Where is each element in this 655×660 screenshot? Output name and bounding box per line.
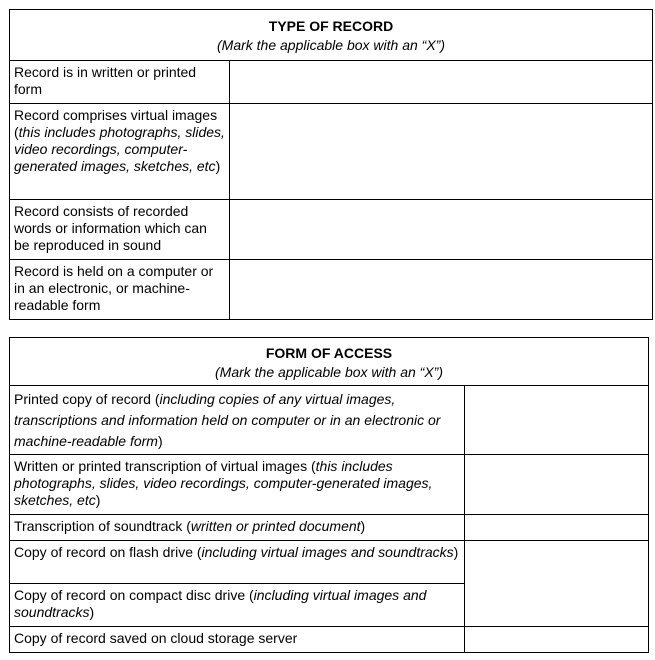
record-type-label: Record is in written or printed form — [10, 61, 230, 104]
type-of-record-header — [10, 10, 653, 61]
access-form-checkbox-transcription-images[interactable] — [465, 455, 649, 515]
record-type-checkbox-virtual-images[interactable] — [230, 104, 653, 200]
access-form-label: Transcription of soundtrack (written or printed document) — [10, 515, 465, 541]
record-type-label: Record consists of recorded words or information which can be reproduced in sound — [10, 200, 230, 260]
record-type-checkbox-electronic[interactable] — [230, 260, 653, 320]
form-of-access-instruction: (Mark the applicable box with an “X”) — [215, 363, 443, 380]
access-form-checkbox-transcription-soundtrack[interactable] — [465, 515, 649, 541]
type-of-record-instruction: (Mark the applicable box with an “X”) — [217, 37, 445, 53]
record-type-checkbox-sound[interactable] — [230, 200, 653, 260]
access-form-checkbox-cloud-storage[interactable] — [465, 627, 649, 653]
access-form-label: Printed copy of record (including copies of any virtual images, transcriptions and information held on computer or in an electronic or machine-readable form) — [10, 386, 465, 455]
access-form-label: Copy of record on flash drive (including virtual images and soundtracks) — [10, 541, 465, 584]
record-type-label: Record is held on a computer or in an electronic, or machine-readable form — [10, 260, 230, 320]
type-of-record-table — [9, 9, 653, 320]
form-of-access-header — [10, 338, 649, 386]
form-of-access-table — [9, 337, 649, 653]
access-form-checkbox-printed-copy[interactable] — [465, 386, 649, 455]
access-form-label: Copy of record on compact disc drive (including virtual images and soundtracks) — [10, 584, 465, 627]
type-of-record-title: TYPE OF RECORD — [268, 18, 394, 34]
record-type-checkbox-written[interactable] — [230, 61, 653, 104]
access-form-label: Copy of record saved on cloud storage server — [10, 627, 465, 653]
access-form-label: Written or printed transcription of virtual images (this includes photographs, slides, video recordings, computer-generated images, sketches, etc) — [10, 455, 465, 515]
access-form-checkbox-flash-and-cd[interactable] — [465, 541, 649, 627]
record-type-label: Record comprises virtual images (this includes photographs, slides, video recordings, computer-generated images, sketches, etc) — [10, 104, 230, 200]
form-of-access-title: FORM OF ACCESS — [265, 344, 393, 361]
